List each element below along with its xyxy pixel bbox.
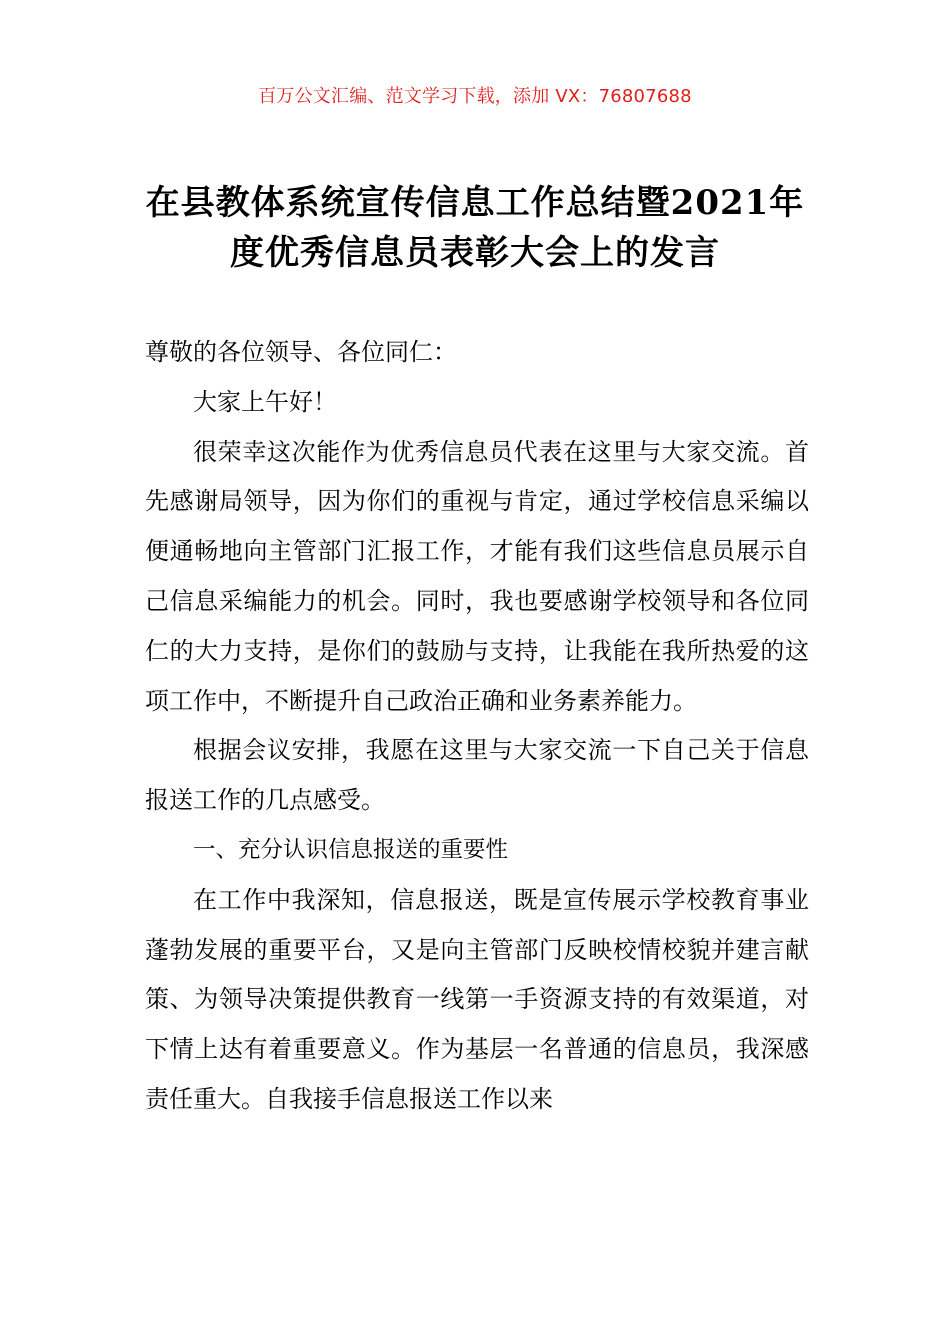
watermark-banner: 百万公文汇编、范文学习下载，添加 VX：76807688	[258, 86, 692, 107]
greeting-paragraph: 大家上午好！	[193, 387, 337, 416]
thanks-paragraph: 很荣幸这次能作为优秀信息员代表在这里与大家交流。首先感谢局领导，因为你们的重视与肯定，通过学校信息采编以便通畅地向主管部门汇报工作，才能有我们这些信息员展示自己信息采编能力的机会。同时，我也要感谢学校领导和各位同仁的大力支持，是你们的鼓励与支持，让我能在我所热爱的这项工作中，不断提升自己政治正确和业务素养能力。	[145, 437, 809, 715]
document-body	[145, 328, 809, 1125]
document-title	[145, 178, 805, 278]
title-line-1: 在县教体系统宣传信息工作总结暨2021年	[145, 183, 805, 223]
salutation: 尊敬的各位领导、各位同仁：	[145, 338, 457, 366]
agenda-paragraph: 根据会议安排，我愿在这里与大家交流一下自己关于信息报送工作的几点感受。	[145, 736, 809, 815]
title-line-2: 度优秀信息员表彰大会上的发言	[230, 233, 720, 273]
section-paragraph: 在工作中我深知，信息报送，既是宣传展示学校教育事业蓬勃发展的重要平台，又是向主管部门反映校情校貌并建言献策、为领导决策提供教育一线第一手资源支持的有效渠道，对下情上达有着重要意义。作为基层一名普通的信息员，我深感责任重大。自我接手信息报送工作以来	[145, 885, 809, 1113]
section-heading: 一、充分认识信息报送的重要性	[193, 836, 509, 863]
